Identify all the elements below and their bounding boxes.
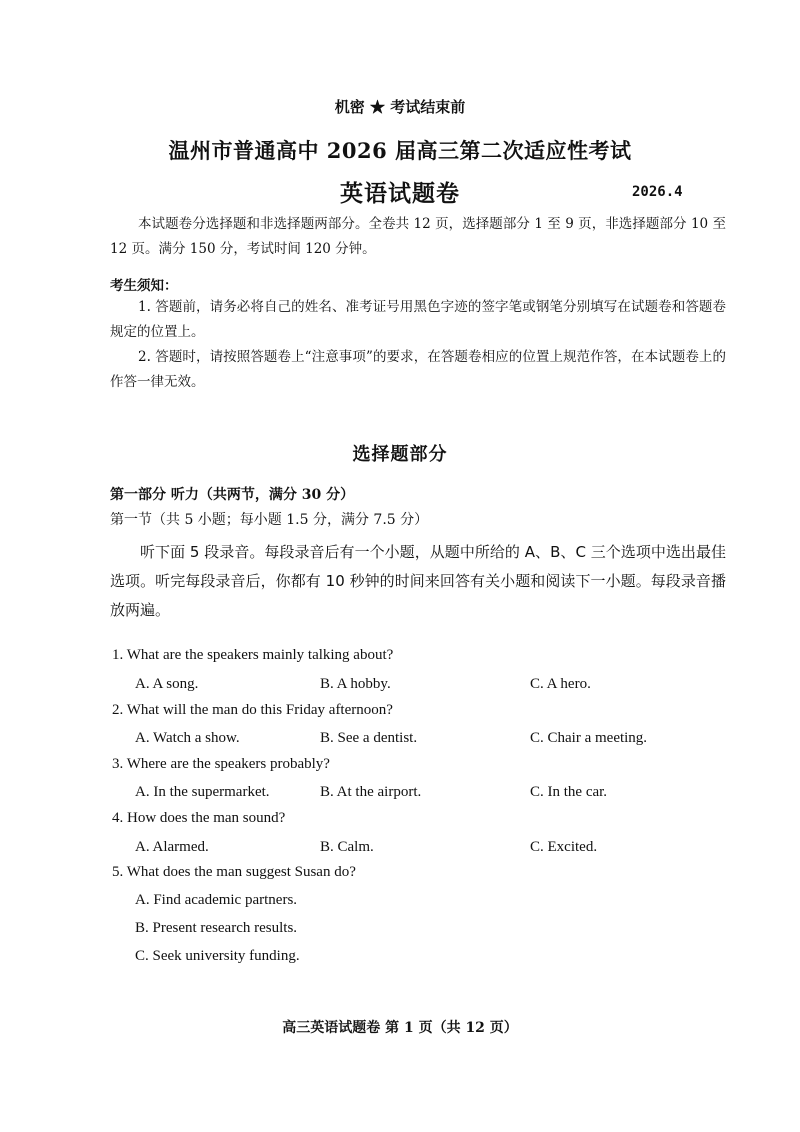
listening-directions: 听下面 5 段录音。每段录音后有一个小题，从题中所给的 A、B、C 三个选项中选出最佳选项。听完每段录音后，你都有 10 秒钟的时间来回答有关小题和阅读下一小题。每段录音播放两遍。 <box>110 543 726 619</box>
subsection-heading: 第一节（共 5 小题；每小题 1.5 分，满分 7.5 分） <box>110 512 429 528</box>
notice-heading: 考生须知： <box>110 278 178 294</box>
option-c: C. In the car. <box>530 784 608 800</box>
confidential-label: 机密 ★ 考试结束前 <box>334 98 466 116</box>
question-stem: 5. What does the man suggest Susan do? <box>112 864 356 880</box>
option-c: C. Excited. <box>530 839 598 855</box>
exam-intro: 本试题卷分选择题和非选择题两部分。全卷共 12 页，选择题部分 1 至 9 页，非选择题部分 10 至 12 页。满分 150 分，考试时间 120 分钟。 <box>110 216 726 257</box>
option-a: A. In the supermarket. <box>135 784 270 800</box>
part-heading: 第一部分 听力（共两节，满分 30 分） <box>110 487 355 503</box>
question-stem: 2. What will the man do this Friday afternoon? <box>112 702 393 718</box>
question-stem: 3. Where are the speakers probably? <box>112 756 330 772</box>
option-a: A. Alarmed. <box>135 839 209 855</box>
option-a: A. Watch a show. <box>135 730 240 746</box>
option-b: B. A hobby. <box>320 676 391 692</box>
option-c: C. A hero. <box>530 676 591 692</box>
option-a: A. Find academic partners. <box>135 892 298 908</box>
option-b: B. At the airport. <box>320 784 422 800</box>
option-b: B. Present research results. <box>135 920 298 936</box>
exam-subtitle: 英语试题卷 <box>340 180 460 207</box>
exam-title: 温州市普通高中 2026 届高三第二次适应性考试 <box>168 138 632 163</box>
notice-item: 1. 答题前，请务必将自己的姓名、准考证号用黑色字迹的签字笔或钢笔分别填写在试题卷和答题卷规定的位置上。 <box>110 299 726 340</box>
option-a: A. A song. <box>135 676 199 692</box>
question-stem: 4. How does the man sound? <box>112 810 286 826</box>
page-footer: 高三英语试题卷 第 1 页（共 12 页） <box>282 1020 518 1036</box>
exam-date: 2026.4 <box>632 184 683 200</box>
option-b: B. See a dentist. <box>320 730 418 746</box>
option-b: B. Calm. <box>320 839 374 855</box>
option-c: C. Seek university funding. <box>135 948 300 964</box>
section-title: 选择题部分 <box>352 444 448 465</box>
question-stem: 1. What are the speakers mainly talking about? <box>112 647 394 663</box>
option-c: C. Chair a meeting. <box>530 730 648 746</box>
notice-item: 2. 答题时，请按照答题卷上“注意事项”的要求，在答题卷相应的位置上规范作答，在本试题卷上的作答一律无效。 <box>110 349 726 390</box>
